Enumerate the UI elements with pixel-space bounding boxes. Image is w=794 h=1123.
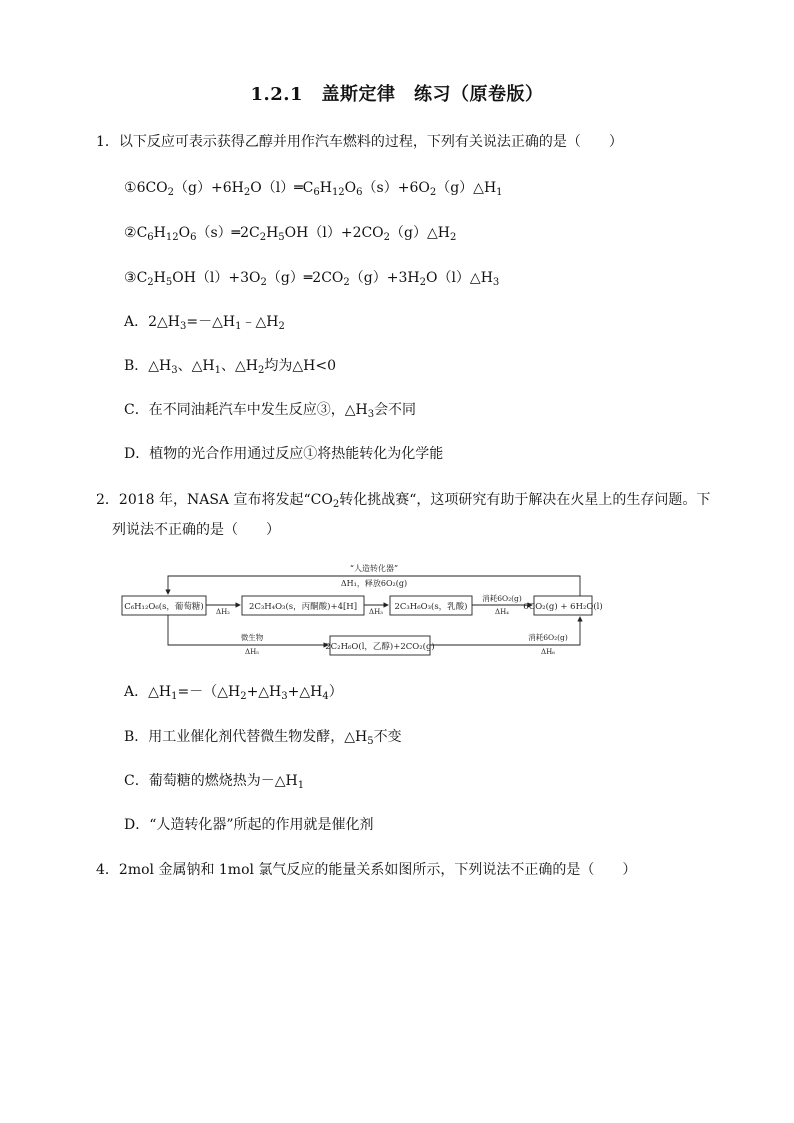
question-1-stem: 1．以下反应可表示获得乙醇并用作汽车燃料的过程，下列有关说法正确的是（ ） [96,134,623,150]
question-2-option-b[interactable]: B．用工业催化剂代替微生物发酵，$\triangle H_5$不变 [124,729,402,747]
question-1-option-b[interactable]: B．$\triangle H_3$、$\triangle H_1$、$\triangle H_2$均为△H<0 [124,358,336,376]
question-1-reaction-1: $①6CO_2(g)+6H_2O(l)═C_6H_{12}O_6(s)+6O_2(g)\triangle H_1$ [124,180,503,198]
question-2-option-a[interactable]: A．$\triangle H_1=-(\triangle H_2+\triangle H_3+\triangle H_4)$ [124,684,343,702]
box-products-label: 6CO₂(g) + 6H₂O(l) [523,602,603,612]
arrow-dh5-label: ΔH₅ [245,648,259,656]
question-2-stem-line-2: 列说法不正确的是（ ） [112,522,280,538]
arrow-dh5-top-label: 微生物 [240,633,264,642]
box-ethanol-label: 2C₂H₆O(l，乙醇)+2CO₂(g) [325,642,435,652]
question-2-stem-line-1: 2．2018 年，NASA 宣布将发起“$CO_2$转化挑战赛“，这项研究有助于解决在火星上的生存问题。下 [96,492,711,510]
box-glucose-label: C₆H₁₂O₆(s，葡萄糖) [124,602,204,612]
question-4-stem: 4．2mol 金属钠和 1mol 氯气反应的能量关系如图所示，下列说法不正确的是（ ） [96,862,637,878]
question-1-option-a[interactable]: A．$2\triangle H_3=-\triangle H_1﹣\triangle H_2$ [124,314,285,332]
arrow-dh6-top-label: 消耗6O₂(g) [528,633,568,642]
question-1-reaction-2: $②C_6H_{12}O_6(s)═2C_2H_5OH(l)+2CO_2(g)\triangle H_2$ [124,225,457,243]
reaction-pathway-diagram [120,560,603,660]
box-pyruvate-label: 2C₃H₄O₃(s，丙酮酸)+4[H] [248,602,358,612]
question-1-option-d[interactable]: D．植物的光合作用通过反应①将热能转化为化学能 [124,446,444,462]
arrow-dh4-top-label: 消耗6O₂(g) [482,594,522,603]
question-1-reaction-3: $③C_2H_5OH(l)+3O_2(g)═2CO_2(g)+3H_2O(l)\triangle H_3$ [124,270,500,288]
question-2-option-d[interactable]: D．“人造转化器”所起的作用就是催化剂 [124,817,374,833]
box-lactic-label: 2C₃H₆O₃(s，乳酸) [394,602,468,612]
label-dh1-release: ΔH₁，释放6O₂(g) [340,579,408,588]
question-2-option-c[interactable]: C．葡萄糖的燃烧热为$-\triangle H_1$ [124,773,305,791]
label-artificial-converter: “人造转化器” [349,564,399,573]
arrow-dh4-label: ΔH₄ [495,608,509,616]
question-1-option-c[interactable]: C．在不同油耗汽车中发生反应③，$\triangle H_3$会不同 [124,402,417,420]
arrow-dh6-label: ΔH₆ [541,648,555,656]
arrow-dh3-label: ΔH₃ [369,608,383,616]
arrow-dh2-label: ΔH₂ [216,608,230,616]
page-title: 1.2.1 盖斯定律 练习（原卷版） [250,84,544,105]
